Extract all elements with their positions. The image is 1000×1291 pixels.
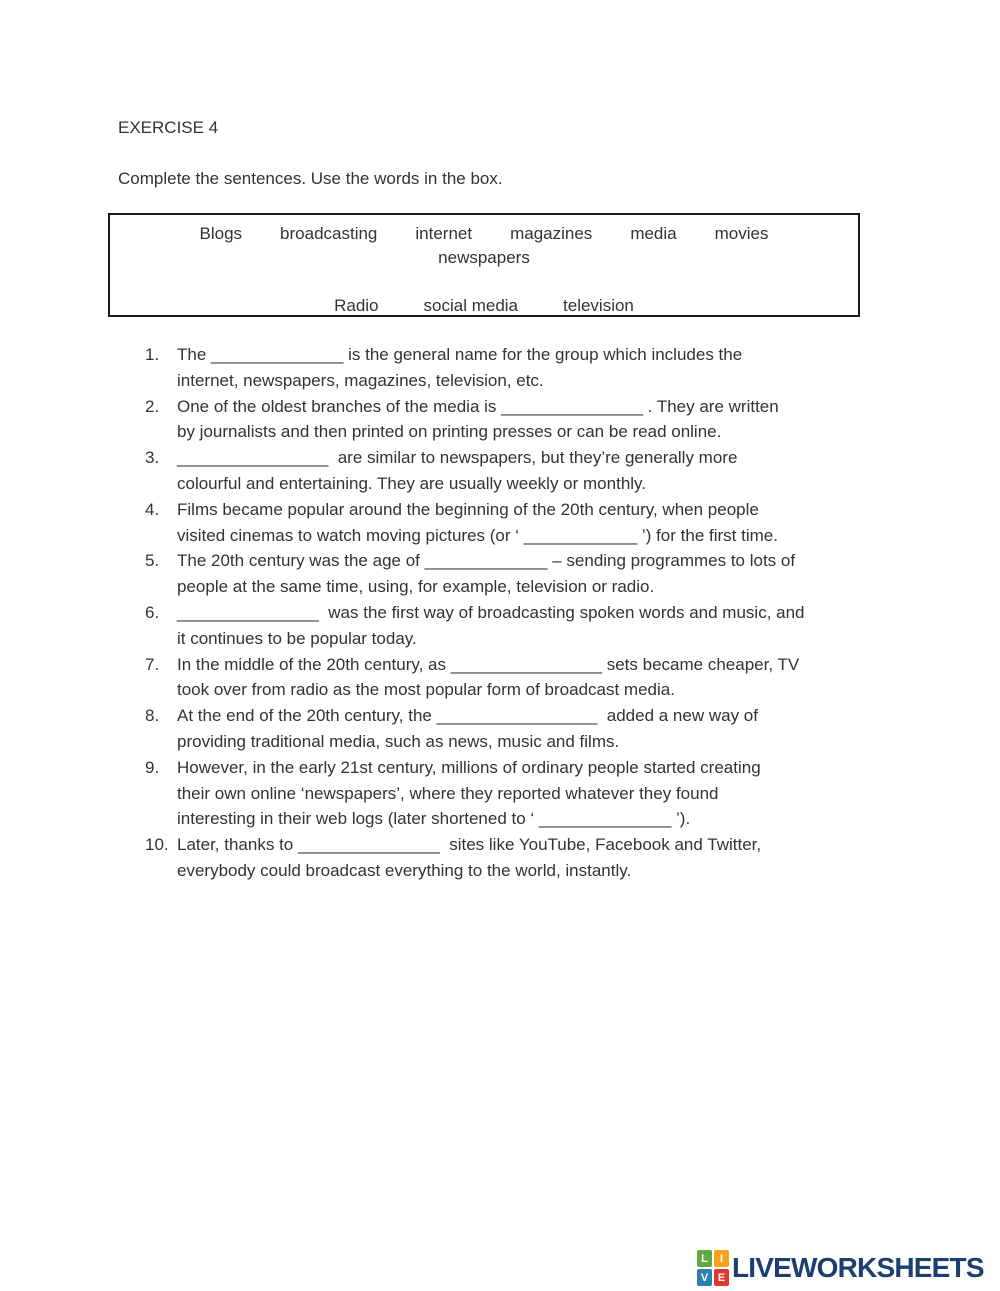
question-item-9 bbox=[145, 755, 905, 832]
question-line: The 20th century was the age of _____________ – sending programmes to lots of bbox=[177, 551, 796, 571]
question-line: by journalists and then printed on printing presses or can be read online. bbox=[177, 422, 722, 442]
question-number: 10. bbox=[145, 835, 169, 855]
question-line: people at the same time, using, for example, television or radio. bbox=[177, 577, 655, 597]
question-item-7 bbox=[145, 652, 905, 704]
word-option: social media bbox=[423, 296, 519, 315]
question-number: 5. bbox=[145, 551, 160, 571]
question-line: providing traditional media, such as news, music and films. bbox=[177, 731, 620, 751]
page-title: EXERCISE 4 bbox=[118, 118, 219, 137]
word-option: internet bbox=[415, 224, 473, 243]
question-line: The ______________ is the general name for the group which includes the bbox=[177, 345, 743, 364]
question-text bbox=[177, 394, 905, 446]
question-item-2 bbox=[145, 394, 905, 446]
word-option: Radio bbox=[334, 296, 379, 315]
question-line: it continues to be popular today. bbox=[177, 628, 417, 648]
liveworksheets-grid-icon bbox=[697, 1250, 729, 1286]
question-item-10 bbox=[145, 832, 905, 884]
word-box bbox=[108, 213, 860, 317]
question-item-8 bbox=[145, 703, 905, 755]
word-option: movies bbox=[714, 224, 769, 243]
question-number: 1. bbox=[145, 345, 160, 364]
word-box-spacer bbox=[110, 270, 858, 294]
word-option: Blogs bbox=[199, 224, 243, 243]
word-option: magazines bbox=[510, 224, 593, 243]
question-line: ________________ are similar to newspapers, but they’re generally more bbox=[177, 448, 738, 468]
question-number: 8. bbox=[145, 706, 160, 726]
question-item-4 bbox=[145, 497, 905, 549]
question-line: However, in the early 21st century, millions of ordinary people started creating bbox=[177, 757, 761, 777]
question-line: In the middle of the 20th century, as ________________ sets became cheaper, TV bbox=[177, 654, 800, 674]
question-line: interesting in their web logs (later shortened to ‘ ______________ ’). bbox=[177, 809, 691, 829]
question-line: One of the oldest branches of the media is _______________ . They are written bbox=[177, 396, 779, 416]
question-text bbox=[177, 832, 905, 884]
question-line: Films became popular around the beginning of the 20th century, when people bbox=[177, 499, 759, 519]
question-number: 3. bbox=[145, 448, 160, 468]
question-number: 6. bbox=[145, 602, 160, 622]
question-item-3 bbox=[145, 445, 905, 497]
question-text bbox=[177, 497, 905, 549]
question-line: visited cinemas to watch moving pictures (or ‘ ____________ ’) for the first time. bbox=[177, 525, 778, 545]
word-option: media bbox=[630, 224, 677, 243]
logo-wordmark: LIVEWORKSHEETS bbox=[732, 1252, 984, 1283]
question-item-1 bbox=[145, 342, 905, 394]
question-text bbox=[177, 445, 905, 497]
question-text bbox=[177, 342, 905, 394]
question-number: 7. bbox=[145, 654, 160, 674]
question-line: internet, newspapers, magazines, television, etc. bbox=[177, 370, 544, 390]
word-box-row-3 bbox=[110, 294, 858, 317]
liveworksheets-logo[interactable] bbox=[697, 1250, 984, 1286]
question-text bbox=[177, 600, 905, 652]
question-line: _______________ was the first way of broadcasting spoken words and music, and bbox=[177, 602, 805, 622]
question-number: 2. bbox=[145, 396, 160, 416]
logo-square-l: L bbox=[697, 1250, 712, 1267]
word-option: broadcasting bbox=[280, 224, 378, 243]
word-option: television bbox=[563, 296, 634, 315]
word-option: newspapers bbox=[438, 248, 530, 267]
question-line: everybody could broadcast everything to the world, instantly. bbox=[177, 860, 632, 880]
word-box-row-1 bbox=[110, 222, 858, 246]
question-line: Later, thanks to _______________ sites like YouTube, Facebook and Twitter, bbox=[177, 835, 762, 855]
question-line: their own online ‘newspapers’, where they reported whatever they found bbox=[177, 783, 719, 803]
word-box-row-2 bbox=[110, 246, 858, 270]
question-text bbox=[177, 755, 905, 832]
question-line: colourful and entertaining. They are usually weekly or monthly. bbox=[177, 473, 647, 493]
logo-square-e: E bbox=[714, 1269, 729, 1286]
logo-square-v: V bbox=[697, 1269, 712, 1286]
logo-square-i: I bbox=[714, 1250, 729, 1267]
question-line: At the end of the 20th century, the _________________ added a new way of bbox=[177, 706, 758, 726]
question-item-6 bbox=[145, 600, 905, 652]
instructions-text: Complete the sentences. Use the words in the box. bbox=[118, 169, 503, 188]
question-line: took over from radio as the most popular form of broadcast media. bbox=[177, 680, 675, 700]
question-number: 4. bbox=[145, 499, 160, 519]
question-number: 9. bbox=[145, 757, 160, 777]
question-text bbox=[177, 703, 905, 755]
question-text bbox=[177, 548, 905, 600]
question-list bbox=[145, 342, 905, 884]
question-text bbox=[177, 652, 905, 704]
question-item-5 bbox=[145, 548, 905, 600]
